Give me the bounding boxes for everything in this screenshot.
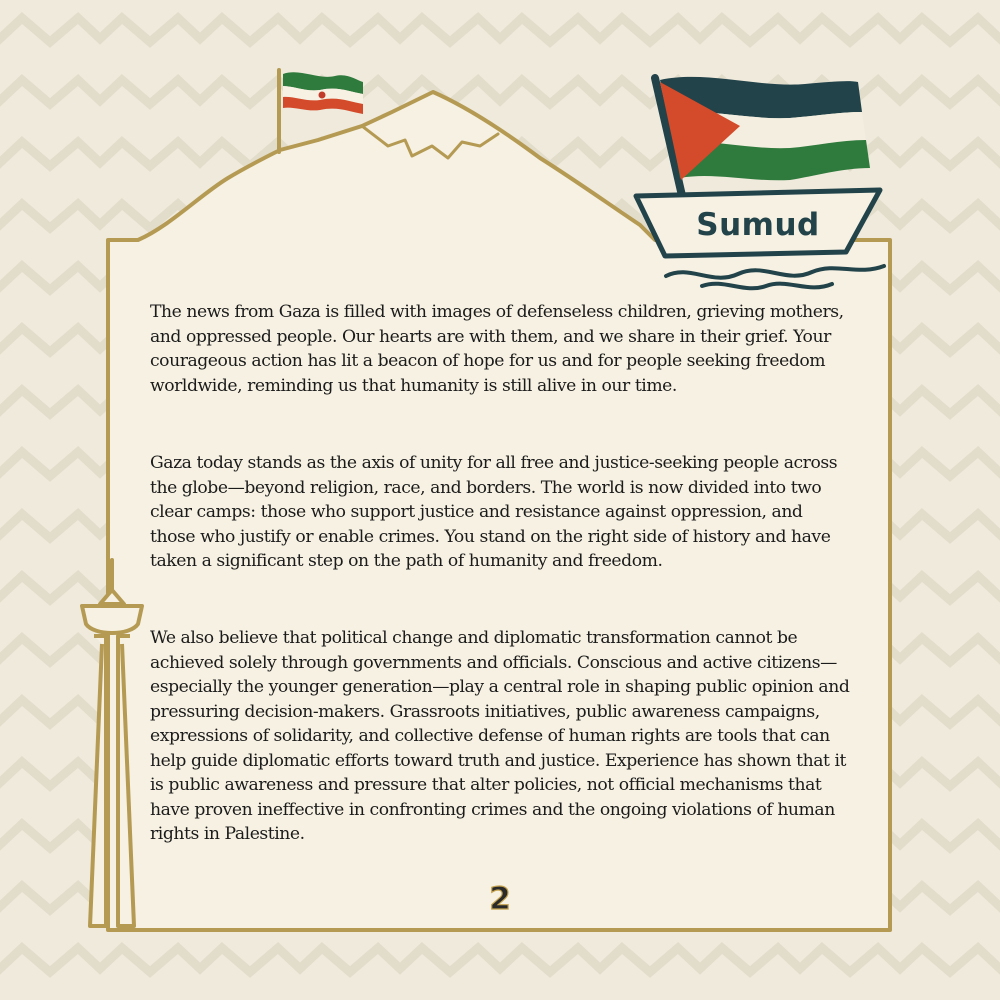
letter-paragraph-3: We also believe that political change and diplomatic transformation cannot be achieved solely through governments and officials. Conscious and active citizens—especially the younger generation—play a central role in shaping public opinion and pressuring decision-makers. Grassroots initiatives, public awareness campaigns, expressions of solidarity, and collective defense of human rights are tools that can help guide diplomatic efforts toward truth and justice. Experience has shown that it is public awareness and pressure that alter policies, not official mechanisms that have proven ineffective in confronting crimes and the ongoing violations of human rights in Palestine. — [150, 628, 850, 844]
letter-paragraph-2: Gaza today stands as the axis of unity for all free and justice-seeking people across the globe—beyond religion, race, and borders. The world is now divided into two clear camps: those who support justice and resistance against oppression, and those who justify or enable crimes. You stand on the right side of history and have taken a significant step on the path of humanity and freedom. — [150, 453, 838, 571]
page-number: 2 — [489, 881, 511, 917]
letter-paragraph-1: The news from Gaza is filled with images of defenseless children, grieving mothers, and oppressed people. Our hearts are with them, and we share in their grief. Your courageous action has lit a beacon of hope for us and for people seeking freedom worldwide, reminding us that humanity is still alive in our time. — [150, 302, 844, 396]
boat-name-label: Sumud — [696, 207, 820, 243]
